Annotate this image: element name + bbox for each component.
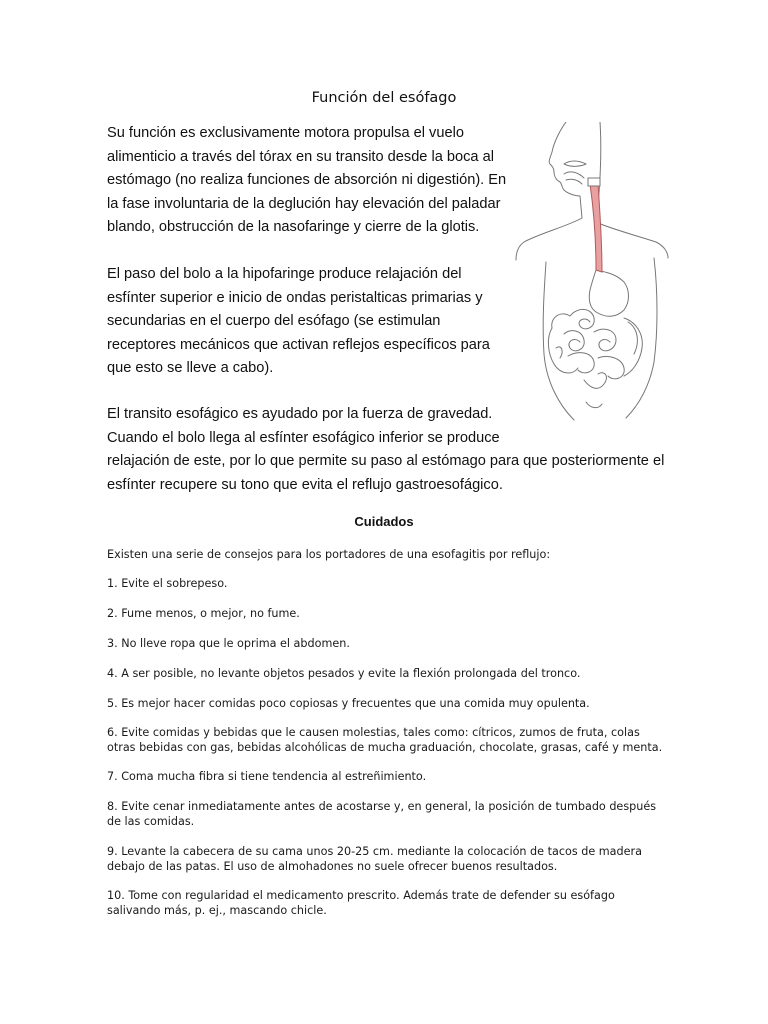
- paragraph-line: que esto se lleve a cabo).: [107, 360, 274, 376]
- tip-line: de las comidas.: [107, 815, 195, 828]
- paragraph-line: Su función es exclusivamente motora propulsa el vuelo: [107, 125, 464, 141]
- page-title: Función del esófago: [311, 90, 457, 106]
- tip-5: [107, 696, 590, 711]
- tip-6: [107, 725, 662, 755]
- paragraph-line: estómago (no realiza funciones de absorción ni digestión). En: [107, 172, 507, 188]
- paragraph-line: relajación de este, por lo que permite su paso al estómago para que posteriormente el: [107, 453, 665, 469]
- paragraph-1: [107, 122, 506, 240]
- intro-line: Existen una serie de consejos para los portadores de una esofagitis por reflujo:: [107, 548, 551, 561]
- tip-line: 10. Tome con regularidad el medicamento prescrito. Además trate de defender su esófago: [107, 889, 615, 902]
- tip-7: [107, 769, 426, 784]
- tip-10: [107, 888, 615, 918]
- paragraph-line: secundarias en el cuerpo del esófago (se estimulan: [107, 313, 441, 329]
- tip-1: [107, 576, 227, 591]
- tip-line: otras bebidas con gas, bebidas alcohólicas de mucha graduación, chocolate, grasas, café y menta.: [107, 741, 663, 754]
- tip-4: [107, 666, 580, 681]
- intro-text: [107, 547, 550, 562]
- tip-line: 3. No lleve ropa que le oprima el abdomen.: [107, 637, 350, 650]
- paragraph-line: Cuando el bolo llega al esfínter esofágico inferior se produce: [107, 429, 500, 446]
- tip-9: [107, 844, 642, 874]
- tip-line: salivando más, p. ej., mascando chicle.: [107, 904, 327, 917]
- tip-line: 8. Evite cenar inmediatamente antes de acostarse y, en general, la posición de tumbado después: [107, 800, 657, 813]
- tip-line: 9. Levante la cabecera de su cama unos 20-25 cm. mediante la colocación de tacos de madera: [107, 845, 642, 858]
- paragraph-line: esfínter recupere su tono que evita el reflujo gastroesofágico.: [107, 476, 503, 493]
- tip-2: [107, 606, 300, 621]
- tip-8: [107, 799, 656, 829]
- paragraph-line: blando, obstrucción de la nasofaringe y cierre de la glotis.: [107, 219, 480, 235]
- tip-line: debajo de las patas. El uso de almohadones no suele ofrecer buenos resultados.: [107, 860, 558, 873]
- paragraph-line: El transito esofágico es ayudado por la fuerza de gravedad.: [107, 406, 493, 422]
- digestive-system-esophagus-icon: [508, 122, 688, 427]
- tip-3: [107, 636, 350, 651]
- paragraph-line: esfínter superior e inicio de ondas peristalticas primarias y: [107, 289, 483, 306]
- tip-line: 5. Es mejor hacer comidas poco copiosas y frecuentes que una comida muy opulenta.: [107, 697, 590, 710]
- tip-line: 4. A ser posible, no levante objetos pesados y evite la flexión prolongada del tronco.: [107, 667, 581, 680]
- paragraph-line: receptores mecánicos que activan reflejos específicos para: [107, 336, 490, 353]
- paragraph-2: [107, 263, 490, 381]
- section-title: Cuidados: [354, 514, 414, 529]
- tip-line: 7. Coma mucha fibra si tiene tendencia al estreñimiento.: [107, 770, 427, 783]
- tip-line: 6. Evite comidas y bebidas que le causen molestias, tales como: cítricos, zumos de fruta, colas: [107, 726, 640, 739]
- paragraph-line: alimenticio a través del tórax en su transito desde la boca al: [107, 148, 494, 165]
- paragraph-line: la fase involuntaria de la deglución hay elevación del paladar: [107, 195, 501, 212]
- tip-line: 2. Fume menos, o mejor, no fume.: [107, 607, 300, 620]
- tip-line: 1. Evite el sobrepeso.: [107, 577, 228, 590]
- paragraph-line: El paso del bolo a la hipofaringe produce relajación del: [107, 266, 462, 282]
